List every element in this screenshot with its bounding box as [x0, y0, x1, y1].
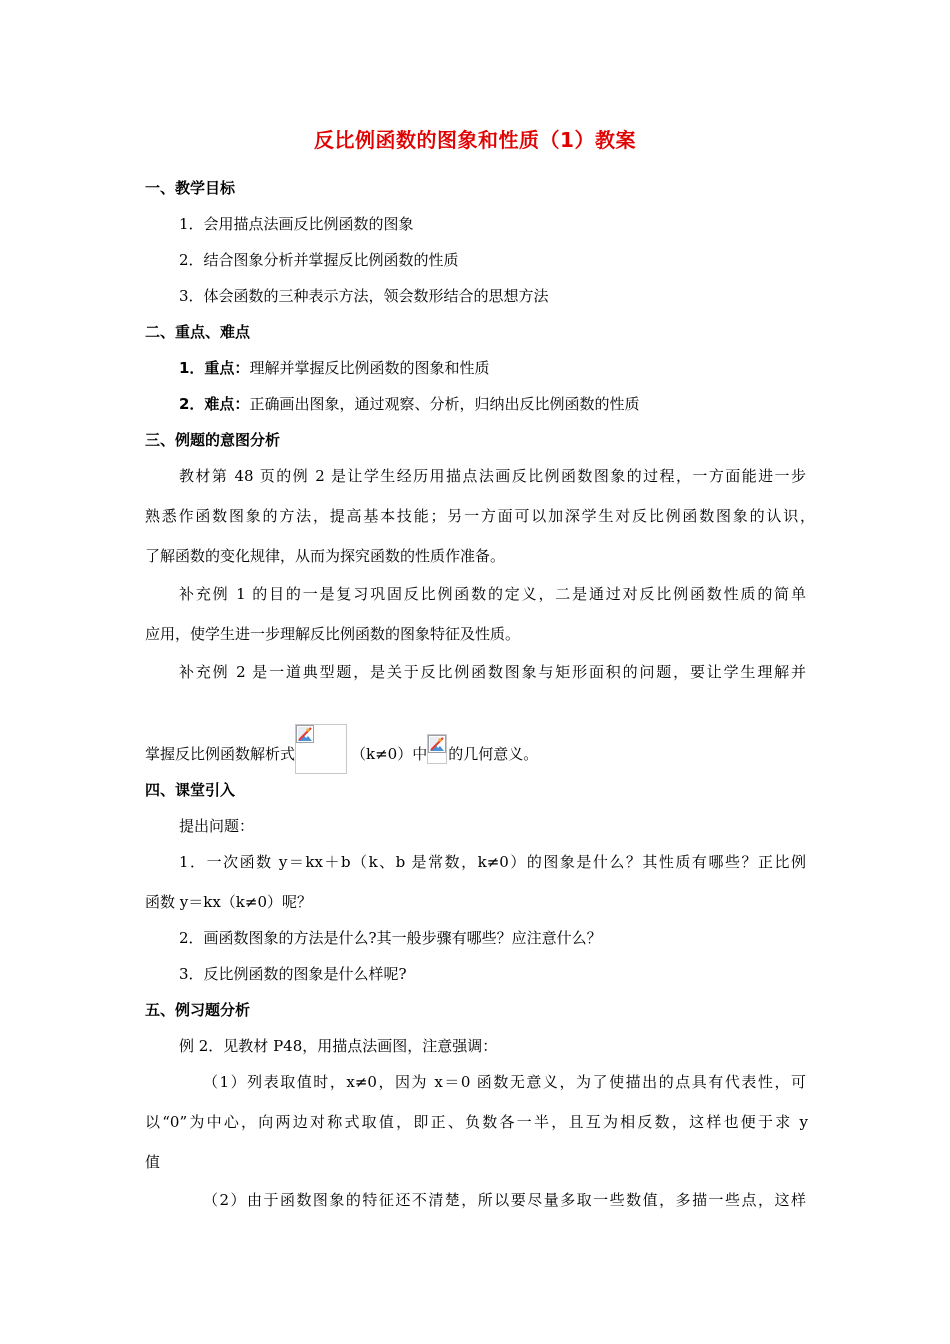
- section-heading-key-points: 二、重点、难点: [145, 323, 251, 341]
- section-heading-goals: 一、教学目标: [145, 179, 236, 197]
- document-title: 反比例函数的图象和性质（1）教案: [314, 128, 636, 152]
- note-1-line-1: （1）列表取值时，x≠0，因为 x＝0 函数无意义，为了使描出的点具有代表性，可: [203, 1073, 806, 1091]
- goal-item-1: 1．会用描点法画反比例函数的图象: [179, 215, 414, 233]
- paragraph-line: 了解函数的变化规律，从而为探究函数的性质作准备。: [145, 547, 506, 565]
- paragraph-line: 熟悉作函数图象的方法，提高基本技能；另一方面可以加深学生对反比例函数图象的认识，: [145, 507, 815, 525]
- section-heading-example-intent: 三、例题的意图分析: [145, 431, 281, 449]
- paragraph-line: 教材第 48 页的例 2 是让学生经历用描点法画反比例函数图象的过程，一方面能进一步: [179, 467, 806, 485]
- paragraph-line: 补充例 1 的目的一是复习巩固反比例函数的定义，二是通过对反比例函数性质的简单: [179, 585, 806, 603]
- section-heading-exercises: 五、例习题分析: [145, 1001, 251, 1019]
- goal-item-2: 2．结合图象分析并掌握反比例函数的性质: [179, 251, 459, 269]
- k-image-placeholder: [427, 734, 447, 764]
- question-2: 2．画函数图象的方法是什么?其一般步骤有哪些？应注意什么？: [179, 929, 602, 947]
- question-1-line-1: 1．一次函数 y＝kx＋b（k、b 是常数，k≠0）的图象是什么？其性质有哪些？正比例: [179, 853, 806, 871]
- formula-text-after: 的几何意义。: [448, 745, 539, 763]
- paragraph-line: 应用，使学生进一步理解反比例函数的图象特征及性质。: [145, 625, 521, 643]
- paragraph-line: 补充例 2 是一道典型题，是关于反比例函数图象与矩形面积的问题，要让学生理解并: [179, 663, 806, 681]
- note-1-line-2: 以“0”为中心，向两边对称式取值，即正、负数各一半，且互为相反数，这样也便于求 y: [145, 1113, 808, 1131]
- question-3: 3．反比例函数的图象是什么样呢?: [179, 965, 407, 983]
- section-heading-introduction: 四、课堂引入: [145, 781, 236, 799]
- broken-image-icon: [428, 735, 446, 753]
- broken-image-icon: [296, 725, 314, 743]
- example-2-line: 例 2．见教材 P48，用描点法画图，注意强调：: [179, 1037, 498, 1055]
- intro-text: 提出问题：: [179, 817, 255, 835]
- difficulty-text: 正确画出图象，通过观察、分析，归纳出反比例函数的性质: [249, 395, 640, 413]
- formula-line: [145, 716, 538, 766]
- formula-image-placeholder: [295, 724, 347, 774]
- formula-text-mid: （k≠0）中: [351, 745, 428, 763]
- difficulty-label: 2．难点：: [179, 395, 250, 413]
- key-point-label: 1．重点：: [179, 359, 250, 377]
- note-2-line-1: （2）由于函数图象的特征还不清楚，所以要尽量多取一些数值，多描一些点，这样: [203, 1191, 806, 1209]
- key-point-row: [179, 358, 489, 378]
- formula-text-before: 掌握反比例函数解析式: [145, 745, 296, 763]
- goal-item-3: 3．体会函数的三种表示方法，领会数形结合的思想方法: [179, 287, 549, 305]
- key-point-text: 理解并掌握反比例函数的图象和性质: [249, 359, 490, 377]
- difficulty-row: [179, 394, 639, 414]
- note-1-line-3: 值: [145, 1153, 161, 1171]
- question-1-line-2: 函数 y＝kx（k≠0）呢？: [145, 893, 312, 911]
